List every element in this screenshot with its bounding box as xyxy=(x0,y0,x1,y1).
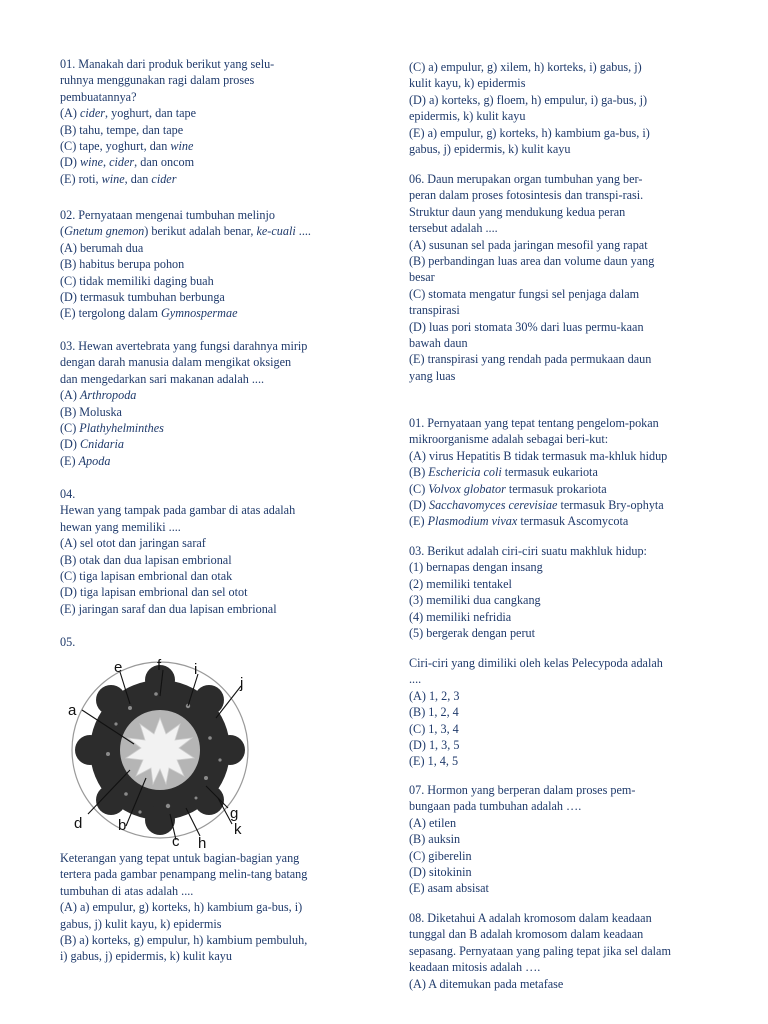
figure-label-b: b xyxy=(118,817,127,834)
q06-line-2: peran dalam proses fotosintesis dan transpi-rasi. xyxy=(409,188,644,203)
q03b-option-d[interactable]: (D) 1, 3, 5 xyxy=(409,738,460,753)
q01b-option-a[interactable]: (A) virus Hepatitis B tidak termasuk ma-khluk hidup xyxy=(409,448,668,463)
q03b-statement-5: (5) bergerak dengan perut xyxy=(409,626,535,641)
q03b-question-line-1: Ciri-ciri yang dimiliki oleh kelas Pelecypoda adalah xyxy=(409,656,663,670)
q03b-question-line-2: .... xyxy=(409,672,422,687)
figure-label-c: c xyxy=(172,833,180,848)
q01-line-1: 01. Manakah dari produk berikut yang selu- xyxy=(60,57,275,71)
question-03b xyxy=(409,543,715,641)
q07-line-1: 07. Hormon yang berperan dalam proses pem- xyxy=(409,783,636,797)
q01b-option-d[interactable]: (D) Sacchavomyces cerevisiae termasuk Bry-ophyta xyxy=(409,498,664,513)
q05-option-e-line-2[interactable]: gabus, j) epidermis, k) kulit kayu xyxy=(409,142,571,157)
q02-option-d[interactable]: (D) termasuk tumbuhan berbunga xyxy=(60,290,225,305)
q07-option-b[interactable]: (B) auksin xyxy=(409,832,461,847)
q06-line-1: 06. Daun merupakan organ tumbuhan yang ber- xyxy=(409,172,643,186)
question-03 xyxy=(60,338,372,469)
q04-number: 04. xyxy=(60,487,76,501)
q04-line-1: Hewan yang tampak pada gambar di atas adalah xyxy=(60,503,296,518)
q02-option-a[interactable]: (A) berumah dua xyxy=(60,240,144,255)
q01-option-d[interactable]: (D) wine, cider, dan oncom xyxy=(60,155,195,170)
q07-option-c[interactable]: (C) giberelin xyxy=(409,848,472,863)
q05-option-b-line-1[interactable]: (B) a) korteks, g) empulur, h) kambium pembuluh, xyxy=(60,933,308,948)
q02-option-c[interactable]: (C) tidak memiliki daging buah xyxy=(60,273,214,288)
q07-line-2: bungaan pada tumbuhan adalah …. xyxy=(409,799,582,814)
stem-cross-section-figure xyxy=(60,658,330,848)
q03-option-d[interactable]: (D) Cnidaria xyxy=(60,437,124,452)
q05-line-1: Keterangan yang tepat untuk bagian-bagian yang xyxy=(60,851,300,865)
figure-label-i: i xyxy=(194,661,198,678)
stem-cross-section-svg xyxy=(60,658,330,848)
q05-option-a-line-2[interactable]: gabus, j) kulit kayu, k) epidermis xyxy=(60,916,222,931)
q06-line-4: tersebut adalah .... xyxy=(409,221,498,236)
question-05 xyxy=(60,850,372,965)
q05-option-d-line-2[interactable]: epidermis, k) kulit kayu xyxy=(409,109,526,124)
q01b-option-e[interactable]: (E) Plasmodium vivax termasuk Ascomycota xyxy=(409,514,629,529)
q03b-option-c[interactable]: (C) 1, 3, 4 xyxy=(409,721,459,736)
q03-line-1: 03. Hewan avertebrata yang fungsi darahnya mirip xyxy=(60,339,308,353)
q01-line-2: ruhnya menggunakan ragi dalam proses xyxy=(60,73,255,88)
q03b-option-e[interactable]: (E) 1, 4, 5 xyxy=(409,754,459,769)
q02-line-2: (Gnetum gnemon) berikut adalah benar, ke-cuali .... xyxy=(60,224,311,239)
q04-option-d[interactable]: (D) tiga lapisan embrional dan sel otot xyxy=(60,585,248,600)
figure-label-e: e xyxy=(114,659,123,676)
q03b-option-a[interactable]: (A) 1, 2, 3 xyxy=(409,688,460,703)
q01b-option-c[interactable]: (C) Volvox globator termasuk prokariota xyxy=(409,481,607,496)
figure-label-g: g xyxy=(230,805,239,822)
q08-line-4: keadaan mitosis adalah …. xyxy=(409,960,541,975)
q05-option-c-line-2[interactable]: kulit kayu, k) epidermis xyxy=(409,76,526,91)
question-01b xyxy=(409,415,715,530)
q03b-statement-1: (1) bernapas dengan insang xyxy=(409,560,543,575)
q06-option-d-line-2[interactable]: bawah daun xyxy=(409,336,468,351)
q07-option-e[interactable]: (E) asam absisat xyxy=(409,881,489,896)
q07-option-a[interactable]: (A) etilen xyxy=(409,815,457,830)
q03-line-2: dengan darah manusia dalam mengikat oksigen xyxy=(60,355,292,370)
q04-option-e[interactable]: (E) jaringan saraf dan dua lapisan embrional xyxy=(60,601,277,616)
q01-option-b[interactable]: (B) tahu, tempe, dan tape xyxy=(60,122,184,137)
q08-line-1: 08. Diketahui A adalah kromosom dalam keadaan xyxy=(409,911,652,925)
q06-option-e-line-1[interactable]: (E) transpirasi yang rendah pada permukaan daun xyxy=(409,352,652,367)
q06-option-a[interactable]: (A) susunan sel pada jaringan mesofil yang rapat xyxy=(409,237,648,252)
question-01 xyxy=(60,56,372,187)
question-08 xyxy=(409,910,715,992)
question-07 xyxy=(409,782,715,897)
q08-option-a[interactable]: (A) A ditemukan pada metafase xyxy=(409,976,564,991)
q07-option-d[interactable]: (D) sitokinin xyxy=(409,865,472,880)
q05-line-2: tertera pada gambar penampang melin-tang batang xyxy=(60,867,308,882)
q05-option-e-line-1[interactable]: (E) a) empulur, g) korteks, h) kambium ga-bus, i) xyxy=(409,125,650,140)
q01b-line-2: mikroorganisme adalah sebagai beri-kut: xyxy=(409,432,609,447)
q03-option-b[interactable]: (B) Moluska xyxy=(60,404,122,419)
figure-label-j: j xyxy=(240,675,244,692)
q01-line-3: pembuatannya? xyxy=(60,89,137,104)
question-03b-prompt xyxy=(409,655,715,770)
q02-option-b[interactable]: (B) habitus berupa pohon xyxy=(60,257,185,272)
question-06 xyxy=(409,171,715,384)
q08-line-3: sepasang. Pernyataan yang paling tepat jika sel dalam xyxy=(409,943,671,958)
q06-option-b-line-1[interactable]: (B) perbandingan luas area dan volume daun yang xyxy=(409,254,655,269)
q03-line-3: dan mengedarkan sari makanan adalah .... xyxy=(60,371,265,386)
q01-option-a[interactable]: (A) cider, yoghurt, dan tape xyxy=(60,106,197,121)
q03-option-c[interactable]: (C) Plathyhelminthes xyxy=(60,421,164,436)
q05-number: 05. xyxy=(60,635,76,649)
q03b-option-b[interactable]: (B) 1, 2, 4 xyxy=(409,705,459,720)
q04-option-c[interactable]: (C) tiga lapisan embrional dan otak xyxy=(60,569,233,584)
figure-label-a: a xyxy=(68,702,77,719)
question-02 xyxy=(60,207,372,322)
figure-label-d: d xyxy=(74,815,83,832)
q04-option-a[interactable]: (A) sel otot dan jaringan saraf xyxy=(60,536,206,551)
q08-line-2: tunggal dan B adalah kromosom dalam keadaan xyxy=(409,927,644,942)
figure-label-k: k xyxy=(234,821,242,838)
q05-option-d-line-1[interactable]: (D) a) korteks, g) floem, h) empulur, i) ga-bus, j) xyxy=(409,92,648,107)
q03b-statement-2: (2) memiliki tentakel xyxy=(409,576,512,591)
q06-option-c-line-2[interactable]: transpirasi xyxy=(409,303,460,318)
q02-line-1: 02. Pernyataan mengenai tumbuhan melinjo xyxy=(60,208,275,222)
q06-option-c-line-1[interactable]: (C) stomata mengatur fungsi sel penjaga dalam xyxy=(409,286,640,301)
q01-option-e[interactable]: (E) roti, wine, dan cider xyxy=(60,171,177,186)
q05-line-3: tumbuhan di atas adalah .... xyxy=(60,883,194,898)
q03b-statement-3: (3) memiliki dua cangkang xyxy=(409,593,541,608)
q03b-line-1: 03. Berikut adalah ciri-ciri suatu makhluk hidup: xyxy=(409,544,647,558)
q02-option-e[interactable]: (E) tergolong dalam Gymnospermae xyxy=(60,306,238,321)
q05-option-c-line-1[interactable]: (C) a) empulur, g) xilem, h) korteks, i) gabus, j) xyxy=(409,60,642,74)
q04-line-2: hewan yang memiliki .... xyxy=(60,519,181,534)
q05-option-b-line-2[interactable]: i) gabus, j) epidermis, k) kulit kayu xyxy=(60,949,232,964)
q03b-statement-4: (4) memiliki nefridia xyxy=(409,609,512,624)
q06-option-e-line-2[interactable]: yang luas xyxy=(409,368,456,383)
q06-line-3: Struktur daun yang mendukung kedua peran xyxy=(409,204,626,219)
question-05-number xyxy=(60,634,372,650)
figure-label-f: f xyxy=(157,658,162,674)
q03-option-a[interactable]: (A) Arthropoda xyxy=(60,388,137,403)
q03-option-e[interactable]: (E) Apoda xyxy=(60,453,111,468)
q01b-option-b[interactable]: (B) Eschericia coli termasuk eukariota xyxy=(409,465,598,480)
q06-option-b-line-2[interactable]: besar xyxy=(409,270,435,285)
question-05-continued xyxy=(409,59,715,157)
q01b-line-1: 01. Pernyataan yang tepat tentang pengelom-pokan xyxy=(409,416,659,430)
figure-label-h: h xyxy=(198,835,207,848)
q04-option-b[interactable]: (B) otak dan dua lapisan embrional xyxy=(60,552,232,567)
q06-option-d-line-1[interactable]: (D) luas pori stomata 30% dari luas permu-kaan xyxy=(409,319,644,334)
question-04 xyxy=(60,486,372,617)
q01-option-c[interactable]: (C) tape, yoghurt, dan wine xyxy=(60,139,194,154)
q05-option-a-line-1[interactable]: (A) a) empulur, g) korteks, h) kambium ga-bus, i) xyxy=(60,900,303,915)
